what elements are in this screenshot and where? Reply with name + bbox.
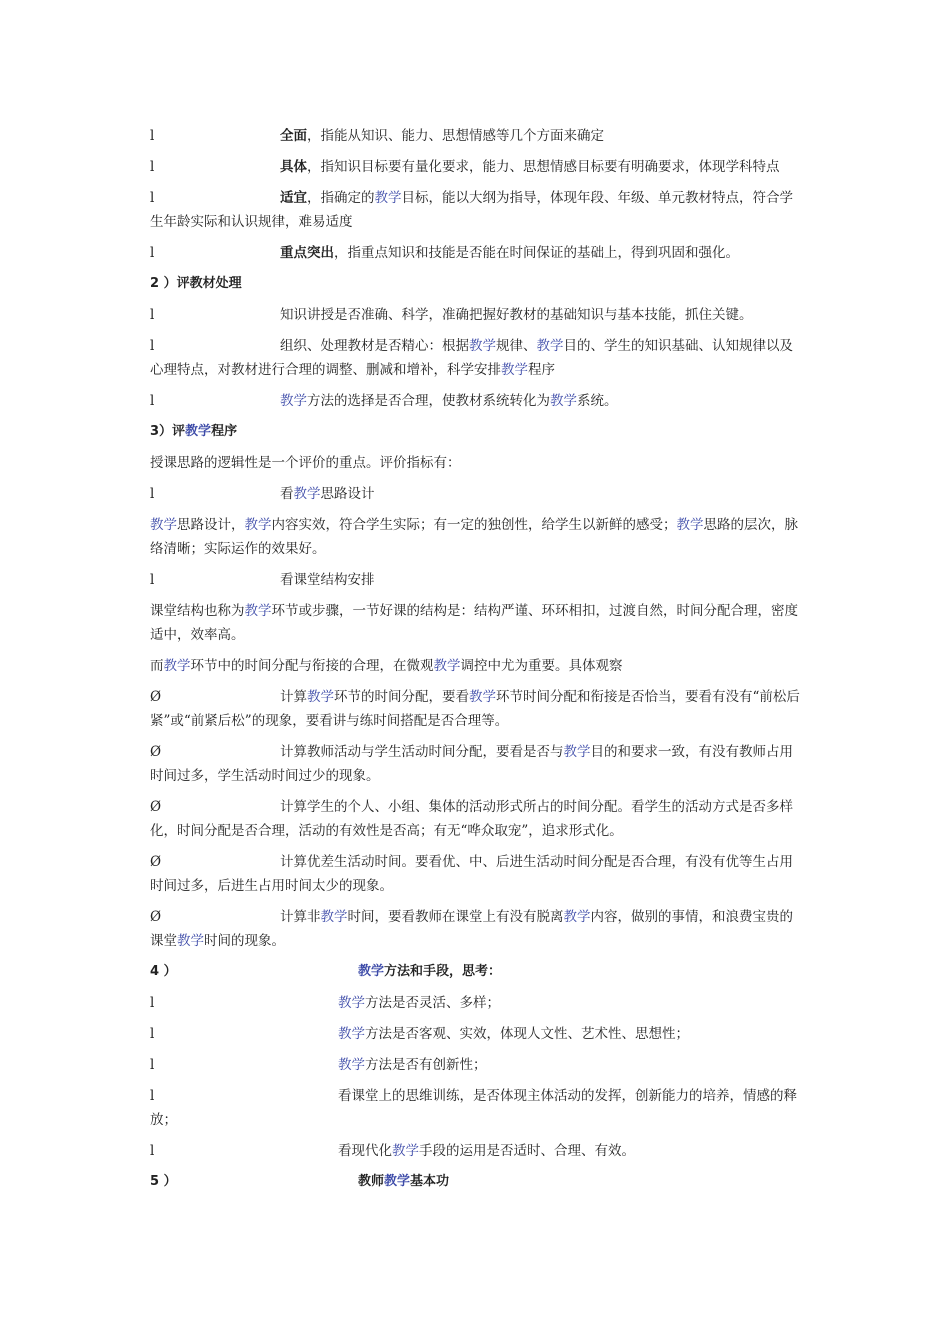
item-text: 目的、学生的知识基础、认知规律以及心理特点，对教材进行合理的调整、删减和增补，科学安排 [150, 338, 793, 378]
item-text: 目标，能以大纲为指导，体现年段、年级、单元教材特点，符合学生年龄实际和认识规律，难易适度 [150, 190, 793, 230]
term-link[interactable]: 教学 [244, 517, 272, 533]
bullet-item [150, 1084, 802, 1132]
paragraph: 授课思路的逻辑性是一个评价的重点。评价指标有： [150, 455, 461, 471]
keyword: 全面 [280, 128, 307, 144]
term-link[interactable]: 教学 [433, 658, 461, 674]
bullet-item [150, 685, 802, 733]
term-link[interactable]: 教学 [469, 689, 496, 705]
bullet-item [150, 241, 802, 265]
term-link[interactable]: 教学 [550, 393, 577, 409]
term-link[interactable]: 教学 [358, 964, 385, 979]
paragraph [150, 513, 802, 561]
bullet-marker: l [150, 486, 155, 502]
bullet-marker: Ø [150, 799, 162, 815]
bullet-marker: l [150, 245, 155, 261]
item-text: 目的和要求一致，有没有教师占用时间过多，学生活动时间过少的现象。 [150, 744, 793, 784]
term-link[interactable]: 教学 [384, 1174, 411, 1189]
paragraph-text: 而 [150, 658, 164, 674]
item-text: 计算优差生活动时间。要看优、中、后进生活动时间分配是否合理，有没有优等生占用时间过多，后进生占用时间太少的现象。 [150, 854, 793, 894]
bullet-item [150, 1022, 802, 1046]
bullet-marker: l [150, 190, 155, 206]
item-text: 思路设计 [320, 486, 375, 502]
term-link[interactable]: 教学 [338, 1057, 365, 1073]
heading-text: 方法和手段，思考： [384, 964, 502, 979]
paragraph-text: 课堂结构也称为 [150, 603, 245, 619]
paragraph-text: 环节中的时间分配与衔接的合理，在微观 [190, 658, 434, 674]
heading-text: 3）评 [150, 424, 186, 439]
term-link[interactable]: 教学 [293, 486, 321, 502]
item-text: 看课堂上的思维训练，是否体现主体活动的发挥，创新能力的培养，情感的释放； [150, 1088, 797, 1128]
term-link[interactable]: 教学 [536, 338, 564, 354]
bullet-item [150, 303, 802, 327]
bullet-marker: l [150, 572, 155, 588]
bullet-marker: Ø [150, 854, 162, 870]
bullet-item [150, 991, 802, 1015]
item-text: 方法是否客观、实效，体现人文性、艺术性、思想性； [365, 1026, 689, 1042]
item-text: ，指确定的 [307, 190, 375, 206]
bullet-marker: l [150, 1057, 155, 1073]
bullet-item [150, 905, 802, 953]
item-text: 组织、处理教材是否精心：根据 [280, 338, 469, 354]
term-link[interactable]: 教学 [280, 393, 307, 409]
term-link[interactable]: 教学 [392, 1143, 419, 1159]
item-text: 看现代化 [338, 1143, 392, 1159]
term-link[interactable]: 教学 [307, 689, 334, 705]
keyword: 具体 [280, 159, 307, 175]
bullet-marker: l [150, 995, 155, 1011]
term-link[interactable]: 教学 [676, 517, 704, 533]
term-link[interactable]: 教学 [244, 603, 272, 619]
item-text: 手段的运用是否适时、合理、有效。 [419, 1143, 635, 1159]
term-link[interactable]: 教学 [177, 933, 204, 949]
bullet-item [150, 740, 802, 788]
term-link[interactable]: 教学 [501, 362, 528, 378]
term-link[interactable]: 教学 [563, 744, 591, 760]
bullet-marker: l [150, 393, 155, 409]
heading-text: 程序 [211, 424, 238, 439]
section-heading [150, 420, 802, 444]
bullet-marker: l [150, 338, 155, 354]
term-link[interactable]: 教学 [320, 909, 348, 925]
item-text: 方法是否灵活、多样； [365, 995, 500, 1011]
term-link[interactable]: 教学 [563, 909, 591, 925]
bullet-item [150, 795, 802, 843]
item-text: 计算学生的个人、小组、集体的活动形式所占的时间分配。看学生的活动方式是否多样化，时间分配是否合理，活动的有效性是否高；有无“哗众取宠”，追求形式化。 [150, 799, 793, 839]
item-text: 计算教师活动与学生活动时间分配，要看是否与 [280, 744, 564, 760]
paragraph-text: 调控中尤为重要。具体观察 [460, 658, 623, 674]
term-link[interactable]: 教学 [338, 995, 365, 1011]
section-heading [150, 960, 802, 984]
heading-number: 5 ） [150, 1174, 177, 1189]
bullet-marker: l [150, 1143, 155, 1159]
bullet-marker: Ø [150, 689, 162, 705]
term-link[interactable]: 教学 [185, 424, 212, 439]
item-text: 时间的现象。 [204, 933, 285, 949]
item-text: ，指能从知识、能力、思想情感等几个方面来确定 [307, 128, 604, 144]
keyword: 重点突出 [280, 245, 334, 261]
term-link[interactable]: 教学 [163, 658, 191, 674]
bullet-item [150, 334, 802, 382]
term-link[interactable]: 教学 [469, 338, 496, 354]
bullet-item [150, 389, 802, 413]
bullet-marker: l [150, 307, 155, 323]
term-link[interactable]: 教学 [150, 517, 177, 533]
item-text: 方法的选择是否合理，使教材系统转化为 [307, 393, 550, 409]
item-text: ，指知识目标要有量化要求，能力、思想情感目标要有明确要求，体现学科特点 [307, 159, 780, 175]
term-link[interactable]: 教学 [374, 190, 402, 206]
bullet-item [150, 186, 802, 234]
item-text: 系统。 [577, 393, 618, 409]
item-text: 环节时间分配和衔接是否恰当，要看有没有“前松后紧”或“前紧后松”的现象，要看讲与练时间搭配是否合理等。 [150, 689, 800, 729]
item-text: 知识讲授是否准确、科学，准确把握好教材的基础知识与基本技能，抓住关键。 [280, 307, 753, 323]
item-text: 内容，做别的事情，和浪费宝贵的课堂 [150, 909, 793, 949]
bullet-item [150, 1139, 802, 1163]
bullet-marker: l [150, 1088, 155, 1104]
bullet-item [150, 482, 802, 506]
bullet-item [150, 850, 802, 898]
paragraph [150, 599, 802, 647]
heading-text: 教师 [358, 1174, 385, 1189]
heading-number: 4 ） [150, 964, 177, 979]
item-text: 计算非 [280, 909, 321, 925]
heading-text: 基本功 [410, 1174, 450, 1189]
bullet-item [150, 124, 802, 148]
bullet-marker: Ø [150, 909, 162, 925]
bullet-marker: l [150, 159, 155, 175]
bullet-marker: Ø [150, 744, 162, 760]
item-text: ，指重点知识和技能是否能在时间保证的基础上，得到巩固和强化。 [334, 245, 739, 261]
bullet-marker: l [150, 128, 155, 144]
item-text: 程序 [528, 362, 555, 378]
section-heading: 2 ）评教材处理 [150, 276, 242, 291]
item-text: 环节的时间分配，要看 [334, 689, 469, 705]
paragraph-text: 内容实效，符合学生实际；有一定的独创性，给学生以新鲜的感受； [271, 517, 677, 533]
item-text: 方法是否有创新性； [365, 1057, 487, 1073]
paragraph-text: 环节或步骤，一节好课的结构是：结构严谨、环环相扣，过渡自然，时间分配合理，密度适中，效率高。 [150, 603, 798, 643]
item-text: 计算 [280, 689, 307, 705]
keyword: 适宜 [280, 190, 307, 206]
term-link[interactable]: 教学 [338, 1026, 365, 1042]
item-text: 规律、 [496, 338, 537, 354]
item-text: 看课堂结构安排 [280, 572, 375, 588]
bullet-item [150, 155, 802, 179]
paragraph-text: 思路设计， [177, 517, 245, 533]
paragraph [150, 654, 802, 678]
bullet-marker: l [150, 1026, 155, 1042]
paragraph-text: 思路的层次，脉络清晰；实际运作的效果好。 [150, 517, 798, 557]
item-text: 看 [280, 486, 294, 502]
item-text: 时间，要看教师在课堂上有没有脱离 [347, 909, 564, 925]
document-body [150, 124, 802, 1201]
bullet-item [150, 568, 802, 592]
section-heading [150, 1170, 802, 1194]
bullet-item [150, 1053, 802, 1077]
